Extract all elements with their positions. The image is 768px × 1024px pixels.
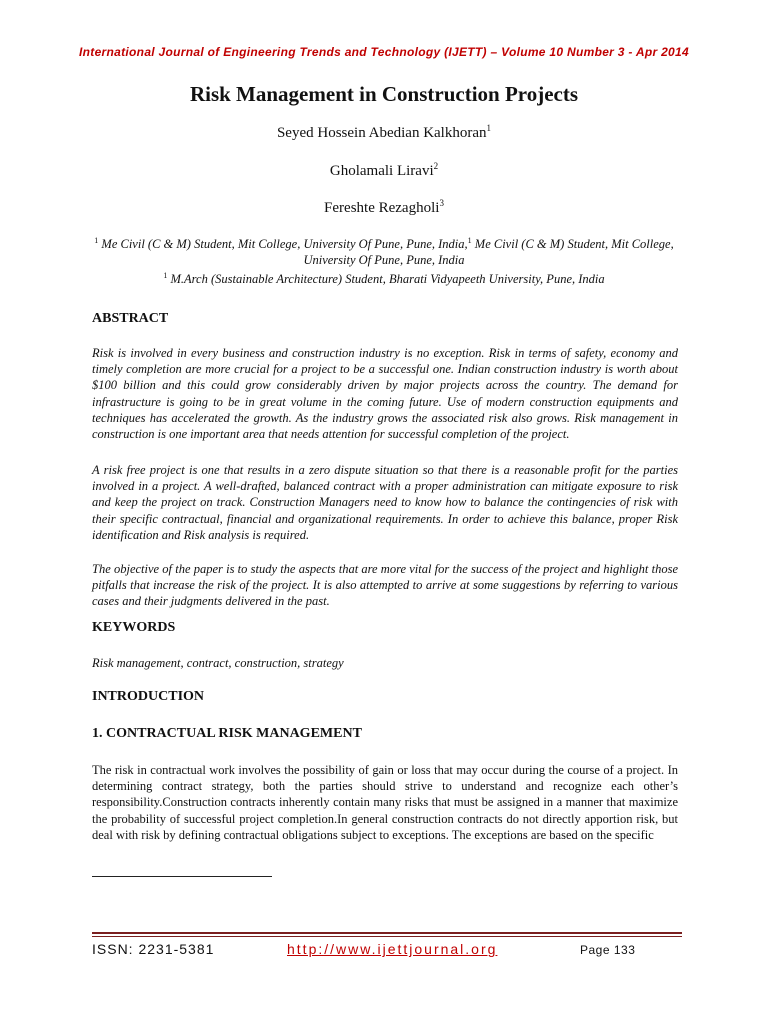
keywords-text: Risk management, contract, construction, strategy <box>92 656 344 670</box>
affiliation-text: M.Arch (Sustainable Architecture) Student, Bharati Vidyapeeth University, Pune, India <box>167 272 605 287</box>
introduction-heading: INTRODUCTION <box>92 689 205 704</box>
author-sup: 2 <box>433 161 439 171</box>
affiliation-line-1 <box>92 233 676 252</box>
footer-journal-link[interactable]: http://www.ijettjournal.org <box>287 941 498 957</box>
abstract-paragraph-1: Risk is involved in every business and construction industry is no exception. Risk in terms of safety, economy and timely completion are more crucial for a project to be a successful one. Indian construction industry is worth about $100 billion and this could grow considerably driven by major projects across the country. The demand for infrastructure is going to be in great volume in the coming future. Use of modern construction equipments and techniques has accelerated the growth. As the industry grows the associated risk also grows. Risk management in construction is one important area that needs attention for successful completion of the project. <box>92 346 678 442</box>
affiliation-sup: 1 <box>163 271 168 281</box>
affiliations <box>92 233 676 287</box>
footer-divider-thin <box>92 936 682 937</box>
affiliation-sup: 1 <box>467 236 472 245</box>
affiliation-line-2: University Of Pune, Pune, India <box>303 253 465 268</box>
author-name: Fereshte Rezagholi <box>324 200 440 216</box>
affiliation-sup: 1 <box>94 236 99 245</box>
abstract-paragraph-2: A risk free project is one that results in a zero dispute situation so that there is a reasonable profit for the parties involved in a project. A well-drafted, balanced contract with a proper administration can mitigate exposure to risk and keep the project on track. Construction Managers need to know how to balance the contingencies of risk with their specific contractual, financial and organizational requirements. In order to achieve this balance, proper Risk identification and Risk analysis is required. <box>92 463 678 542</box>
affiliation-text: Me Civil (C & M) Student, Mit College, <box>471 237 674 252</box>
section-1-heading: 1. CONTRACTUAL RISK MANAGEMENT <box>92 726 362 741</box>
author-name: Gholamali Liravi <box>329 163 434 179</box>
paper-title: Risk Management in Construction Projects <box>189 82 579 106</box>
footnote-divider <box>92 876 272 877</box>
abstract-paragraph-3: The objective of the paper is to study the aspects that are more vital for the success of the project and highlight those pitfalls that increase the risk of the project. It is also attempted to arrive at some suggestions by referring to various cases and their judgments delivered in the past. <box>92 562 678 609</box>
author-sup: 3 <box>439 198 444 208</box>
footer-page-number: Page 133 <box>580 943 636 957</box>
affiliation-line-3 <box>92 268 676 287</box>
author-sup: 1 <box>486 123 492 133</box>
author-1 <box>0 123 768 142</box>
author-2 <box>0 161 768 180</box>
section-1-paragraph: The risk in contractual work involves the possibility of gain or loss that may occur during the course of a project. In determining contract strategy, both the parties should strive to understand and recognize each other’s responsibility.Construction contracts inherently contain many risks that must be assigned in a manner that maximize the probability of successful project completion.In general construction contracts do not directly apportion risk, but deal with risk by defining contractual obligations subject to exceptions. The exceptions are based on the specific <box>92 763 678 842</box>
footer-divider <box>92 932 682 934</box>
footer-issn: ISSN: 2231-5381 <box>92 941 215 957</box>
author-name: Seyed Hossein Abedian Kalkhoran <box>276 125 487 141</box>
journal-header: International Journal of Engineering Trends and Technology (IJETT) – Volume 10 Number 3 - Apr 2014 <box>79 45 689 59</box>
author-3 <box>0 198 768 217</box>
keywords-heading: KEYWORDS <box>92 620 176 635</box>
abstract-heading: ABSTRACT <box>92 311 169 326</box>
affiliation-text: Me Civil (C & M) Student, Mit College, University Of Pune, Pune, India, <box>98 237 468 252</box>
